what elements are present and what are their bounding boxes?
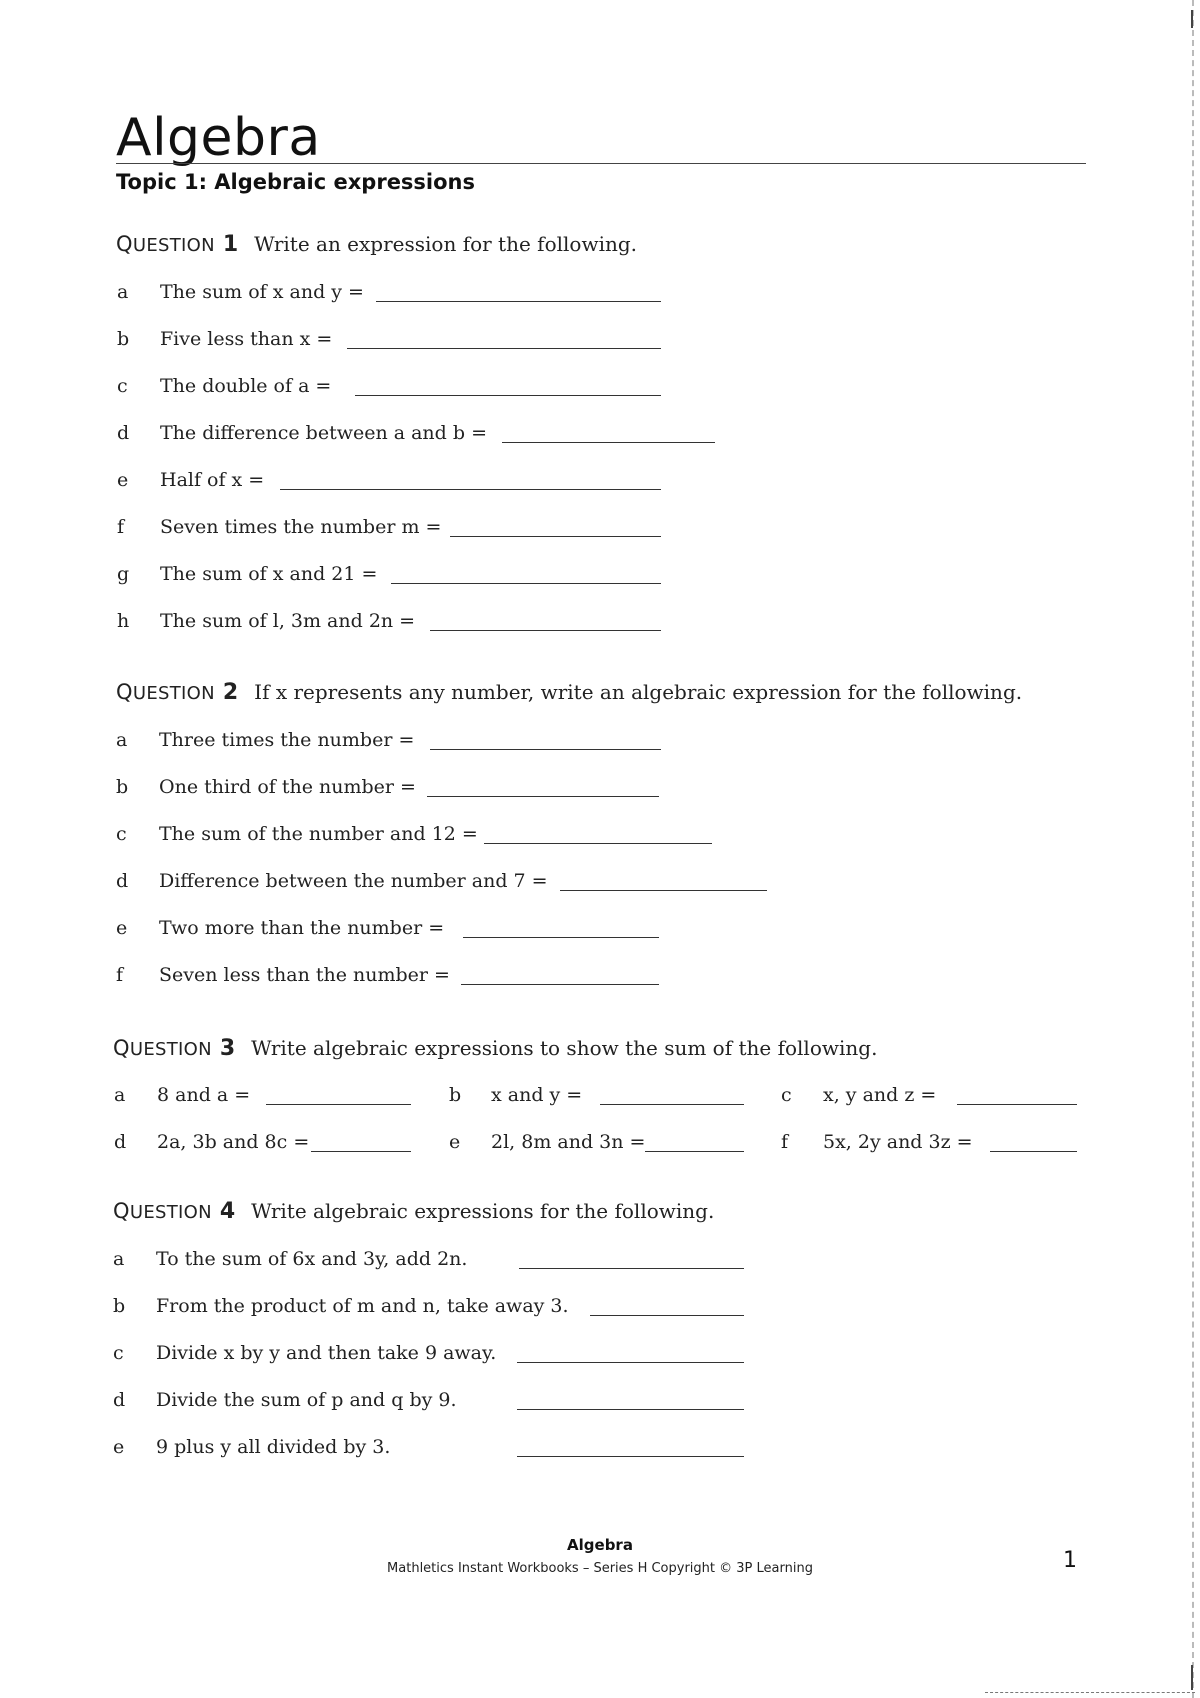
item-letter: b: [113, 1295, 126, 1317]
item-letter: a: [117, 281, 129, 303]
page-edge-mark: [1191, 1665, 1193, 1690]
question-2-heading: [116, 680, 1022, 705]
page-edge-mark: [1191, 10, 1193, 28]
item-letter: g: [117, 563, 130, 585]
title-underline: [116, 163, 1086, 164]
question-word: QUESTION: [116, 232, 215, 256]
item-text: From the product of m and n, take away 3.: [156, 1295, 569, 1317]
answer-blank[interactable]: [957, 1104, 1077, 1105]
item-text: The double of a =: [160, 375, 332, 397]
page-bottom-rule: [985, 1692, 1195, 1693]
footer-copyright: Mathletics Instant Workbooks – Series H Copyright © 3P Learning: [387, 1561, 813, 1576]
item-text: 2a, 3b and 8c =: [157, 1131, 310, 1153]
answer-blank[interactable]: [600, 1104, 744, 1105]
item-text: Divide x by y and then take 9 away.: [156, 1342, 497, 1364]
item-text: Divide the sum of p and q by 9.: [156, 1389, 457, 1411]
item-letter: c: [116, 823, 127, 845]
question-instruction: Write algebraic expressions to show the sum of the following.: [251, 1036, 878, 1060]
answer-blank[interactable]: [311, 1151, 411, 1152]
question-instruction: Write an expression for the following.: [254, 232, 638, 256]
answer-blank[interactable]: [517, 1409, 744, 1410]
answer-blank[interactable]: [502, 442, 715, 443]
answer-blank[interactable]: [990, 1151, 1077, 1152]
answer-blank[interactable]: [391, 583, 661, 584]
item-letter: a: [114, 1084, 126, 1106]
item-text: The difference between a and b =: [160, 422, 487, 444]
item-letter: d: [114, 1131, 127, 1153]
item-text: 8 and a =: [157, 1084, 251, 1106]
item-text: 9 plus y all divided by 3.: [156, 1436, 391, 1458]
item-letter: a: [113, 1248, 125, 1270]
page-number: 1: [1063, 1548, 1077, 1573]
item-text: Half of x =: [160, 469, 265, 491]
item-text: Seven less than the number =: [159, 964, 450, 986]
question-word: QUESTION: [113, 1199, 212, 1223]
item-text: The sum of l, 3m and 2n =: [160, 610, 416, 632]
answer-blank[interactable]: [347, 348, 661, 349]
item-text: Difference between the number and 7 =: [159, 870, 548, 892]
answer-blank[interactable]: [427, 796, 659, 797]
footer-title: Algebra: [567, 1536, 633, 1554]
item-letter: d: [116, 870, 129, 892]
question-number: 1: [222, 232, 239, 257]
item-letter: f: [781, 1131, 789, 1153]
answer-blank[interactable]: [484, 843, 712, 844]
answer-blank[interactable]: [280, 489, 661, 490]
item-letter: c: [117, 375, 128, 397]
answer-blank[interactable]: [519, 1268, 744, 1269]
item-letter: h: [117, 610, 130, 632]
item-letter: e: [116, 917, 128, 939]
question-3-heading: [113, 1036, 877, 1061]
item-letter: c: [113, 1342, 124, 1364]
answer-blank[interactable]: [517, 1362, 744, 1363]
item-letter: f: [117, 516, 125, 538]
answer-blank[interactable]: [560, 890, 767, 891]
item-letter: c: [781, 1084, 792, 1106]
title-block: [116, 108, 1086, 168]
answer-blank[interactable]: [266, 1104, 411, 1105]
question-instruction: Write algebraic expressions for the following.: [251, 1199, 715, 1223]
item-text: The sum of x and y =: [160, 281, 364, 303]
answer-blank[interactable]: [463, 937, 659, 938]
answer-blank[interactable]: [355, 395, 661, 396]
item-letter: b: [116, 776, 129, 798]
item-letter: d: [117, 422, 130, 444]
item-text: Five less than x =: [160, 328, 333, 350]
question-instruction: If x represents any number, write an algebraic expression for the following.: [254, 680, 1023, 704]
answer-blank[interactable]: [450, 536, 661, 537]
item-text: One third of the number =: [159, 776, 416, 798]
question-1-heading: [116, 232, 637, 257]
question-word: QUESTION: [116, 680, 215, 704]
item-letter: b: [449, 1084, 462, 1106]
item-text: Seven times the number m =: [160, 516, 442, 538]
item-text: 2l, 8m and 3n =: [491, 1131, 646, 1153]
topic-heading: Topic 1: Algebraic expressions: [116, 170, 476, 194]
item-text: 5x, 2y and 3z =: [823, 1131, 973, 1153]
item-letter: f: [116, 964, 124, 986]
question-word: QUESTION: [113, 1036, 212, 1060]
item-text: Three times the number =: [159, 729, 415, 751]
question-4-heading: [113, 1199, 714, 1224]
item-letter: e: [449, 1131, 461, 1153]
item-text: Two more than the number =: [159, 917, 445, 939]
item-letter: e: [117, 469, 129, 491]
item-letter: d: [113, 1389, 126, 1411]
question-number: 3: [219, 1036, 236, 1061]
answer-blank[interactable]: [430, 630, 661, 631]
question-number: 4: [219, 1199, 236, 1224]
answer-blank[interactable]: [430, 749, 661, 750]
answer-blank[interactable]: [517, 1456, 744, 1457]
item-text: The sum of the number and 12 =: [159, 823, 478, 845]
answer-blank[interactable]: [590, 1315, 744, 1316]
item-letter: b: [117, 328, 130, 350]
page-title: Algebra: [116, 108, 321, 168]
answer-blank[interactable]: [461, 984, 659, 985]
question-number: 2: [222, 680, 239, 705]
item-letter: e: [113, 1436, 125, 1458]
item-text: x, y and z =: [823, 1084, 937, 1106]
item-letter: a: [116, 729, 128, 751]
item-text: x and y =: [491, 1084, 583, 1106]
page-edge-line: [1192, 0, 1194, 1698]
answer-blank[interactable]: [376, 301, 661, 302]
answer-blank[interactable]: [645, 1151, 744, 1152]
item-text: To the sum of 6x and 3y, add 2n.: [156, 1248, 468, 1270]
item-text: The sum of x and 21 =: [160, 563, 378, 585]
